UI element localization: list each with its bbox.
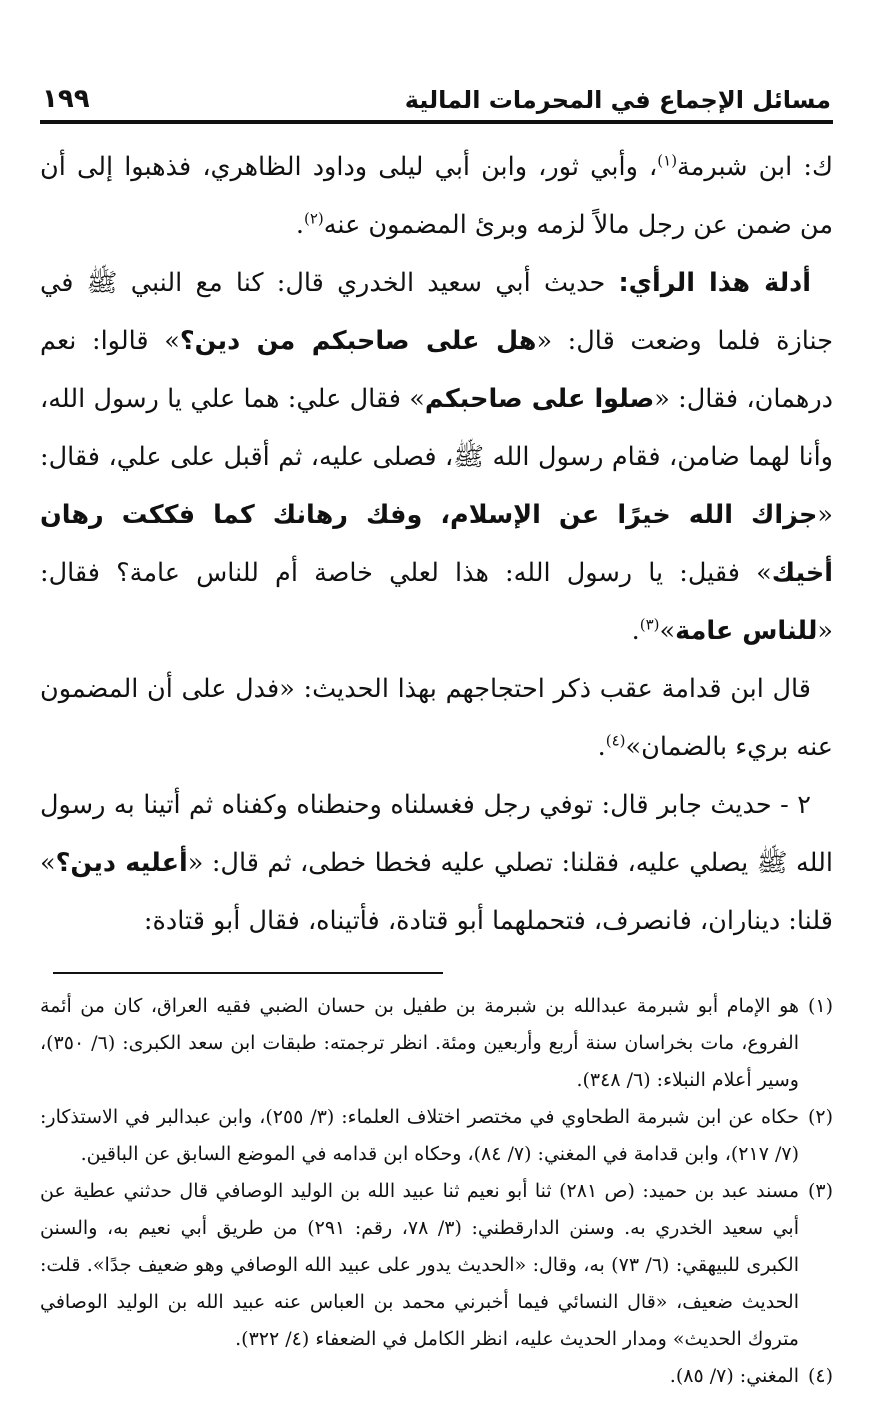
footnote <box>40 988 833 1099</box>
paragraph-2 <box>40 254 833 660</box>
footnote-ref: (٤) <box>605 731 626 750</box>
footnote <box>40 1358 833 1395</box>
footnote-number: (٢) <box>807 1106 833 1128</box>
hadith-quote: للناس عامة <box>675 616 818 646</box>
footnote-number: (١) <box>807 995 833 1017</box>
hadith-quote: صلوا على صاحبكم <box>424 384 655 414</box>
paragraph-3 <box>40 660 833 776</box>
text-run: » <box>659 616 676 646</box>
footnote-text: مسند عبد بن حميد: (ص ٢٨١) ثنا أبو نعيم ثنا عبيد الله بن الوليد الوصافي قال حدثني عطية عن أبي سعيد الخدري به. وسنن الدارقطني: (٣/ ٧٨، رقم: ٢٩١) من طريق أبي نعيم به، والسنن الكبرى للبيهقي: (٦/ ٧٣) به، وقال: «الحديث يدور على عبيد الله الوصافي وهو ضعيف جدًا». قلت: الحديث ضعيف، «قال النسائي فيما أخبرني محمد بن العباس عنه عبيد الله بن الوليد الوصافي متروك الحديث» ومدار الحديث عليه، انظر الكامل في الضعفاء (٤/ ٣٢٢). <box>40 1180 800 1350</box>
text-run: ٢ - حديث جابر قال: توفي رجل فغسلناه وحنطناه وكفناه ثم أتينا به رسول الله ﷺ يصلي عليه، فقلنا: تصلي عليه فخطا خطى، ثم قال: « <box>40 790 833 878</box>
running-title: مسائل الإجماع في المحرمات المالية <box>404 86 831 114</box>
text-run: قال ابن قدامة عقب ذكر احتجاجهم بهذا الحديث: «فدل على أن المضمون عنه بريء بالضمان» <box>40 674 833 762</box>
paragraph-1 <box>40 138 833 254</box>
footnote <box>40 1173 833 1358</box>
page-number: ١٩٩ <box>42 84 90 114</box>
footnote <box>40 1099 833 1173</box>
footnote-ref: (٣) <box>639 615 660 634</box>
footnote-ref: (٢) <box>303 209 324 228</box>
footnote-number: (٤) <box>807 1365 833 1387</box>
paragraph-4 <box>40 776 833 950</box>
section-label: أدلة هذا الرأي: <box>618 268 811 298</box>
hadith-quote: هل على صاحبكم من دين؟ <box>179 326 537 356</box>
text-run: . <box>295 210 304 240</box>
page-header <box>40 58 833 124</box>
text-run: » قالوا: نعم درهمان، فقال: « <box>40 326 833 414</box>
text-run: » قلنا: ديناران، فانصرف، فتحملهما أبو قتادة، فأتيناه، فقال أبو قتادة: <box>40 848 833 936</box>
footnote-text: حكاه عن ابن شبرمة الطحاوي في مختصر اختلاف العلماء: (٣/ ٢٥٥)، وابن عبدالبر في الاستذكار: (٧/ ٢١٧)، وابن قدامة في المغني: (٧/ ٨٤)، وحكاه ابن قدامه في الموضع السابق عن الباقين. <box>40 1106 799 1165</box>
text-run: ، وأبي ثور، وابن أبي ليلى وداود الظاهري، فذهبوا إلى أن من ضمن عن رجل مالاً لزمه وبرئ المضمون عنه <box>40 152 833 240</box>
footnote-text: هو الإمام أبو شبرمة عبدالله بن شبرمة بن طفيل بن حسان الضبي فقيه العراق، كان من أئمة الفروع، مات بخراسان سنة أربع وأربعين ومئة. انظر ترجمته: طبقات ابن سعد الكبرى: (٦/ ٣٥٠)، وسير أعلام النبلاء: (٦/ ٣٤٨). <box>40 995 799 1091</box>
main-text <box>40 138 833 950</box>
text-run: » فقال علي: هما علي يا رسول الله، وأنا لهما ضامن، فقام رسول الله ﷺ، فصلى عليه، ثم أقبل على علي، فقال: « <box>40 384 833 530</box>
text-run: حديث أبي سعيد الخدري قال: كنا مع النبي ﷺ في جنازة فلما وضعت قال: « <box>40 268 833 356</box>
footnote-ref: (١) <box>657 151 678 170</box>
text-run: . <box>631 616 640 646</box>
text-run: . <box>597 732 606 762</box>
footnote-separator <box>53 972 443 974</box>
text-run: ك: ابن شبرمة <box>677 152 833 182</box>
footnote-text: المغني: (٧/ ٨٥). <box>669 1365 799 1387</box>
hadith-quote: جزاك الله خيرًا عن الإسلام، وفك رهانك كما فككت رهان أخيك <box>40 500 833 588</box>
text-run: » فقيل: يا رسول الله: هذا لعلي خاصة أم للناس عامة؟ فقال: « <box>40 558 833 646</box>
book-page <box>40 58 833 1395</box>
footnotes <box>40 988 833 1395</box>
footnote-number: (٣) <box>807 1180 833 1202</box>
hadith-quote: أعليه دين؟ <box>55 848 188 878</box>
